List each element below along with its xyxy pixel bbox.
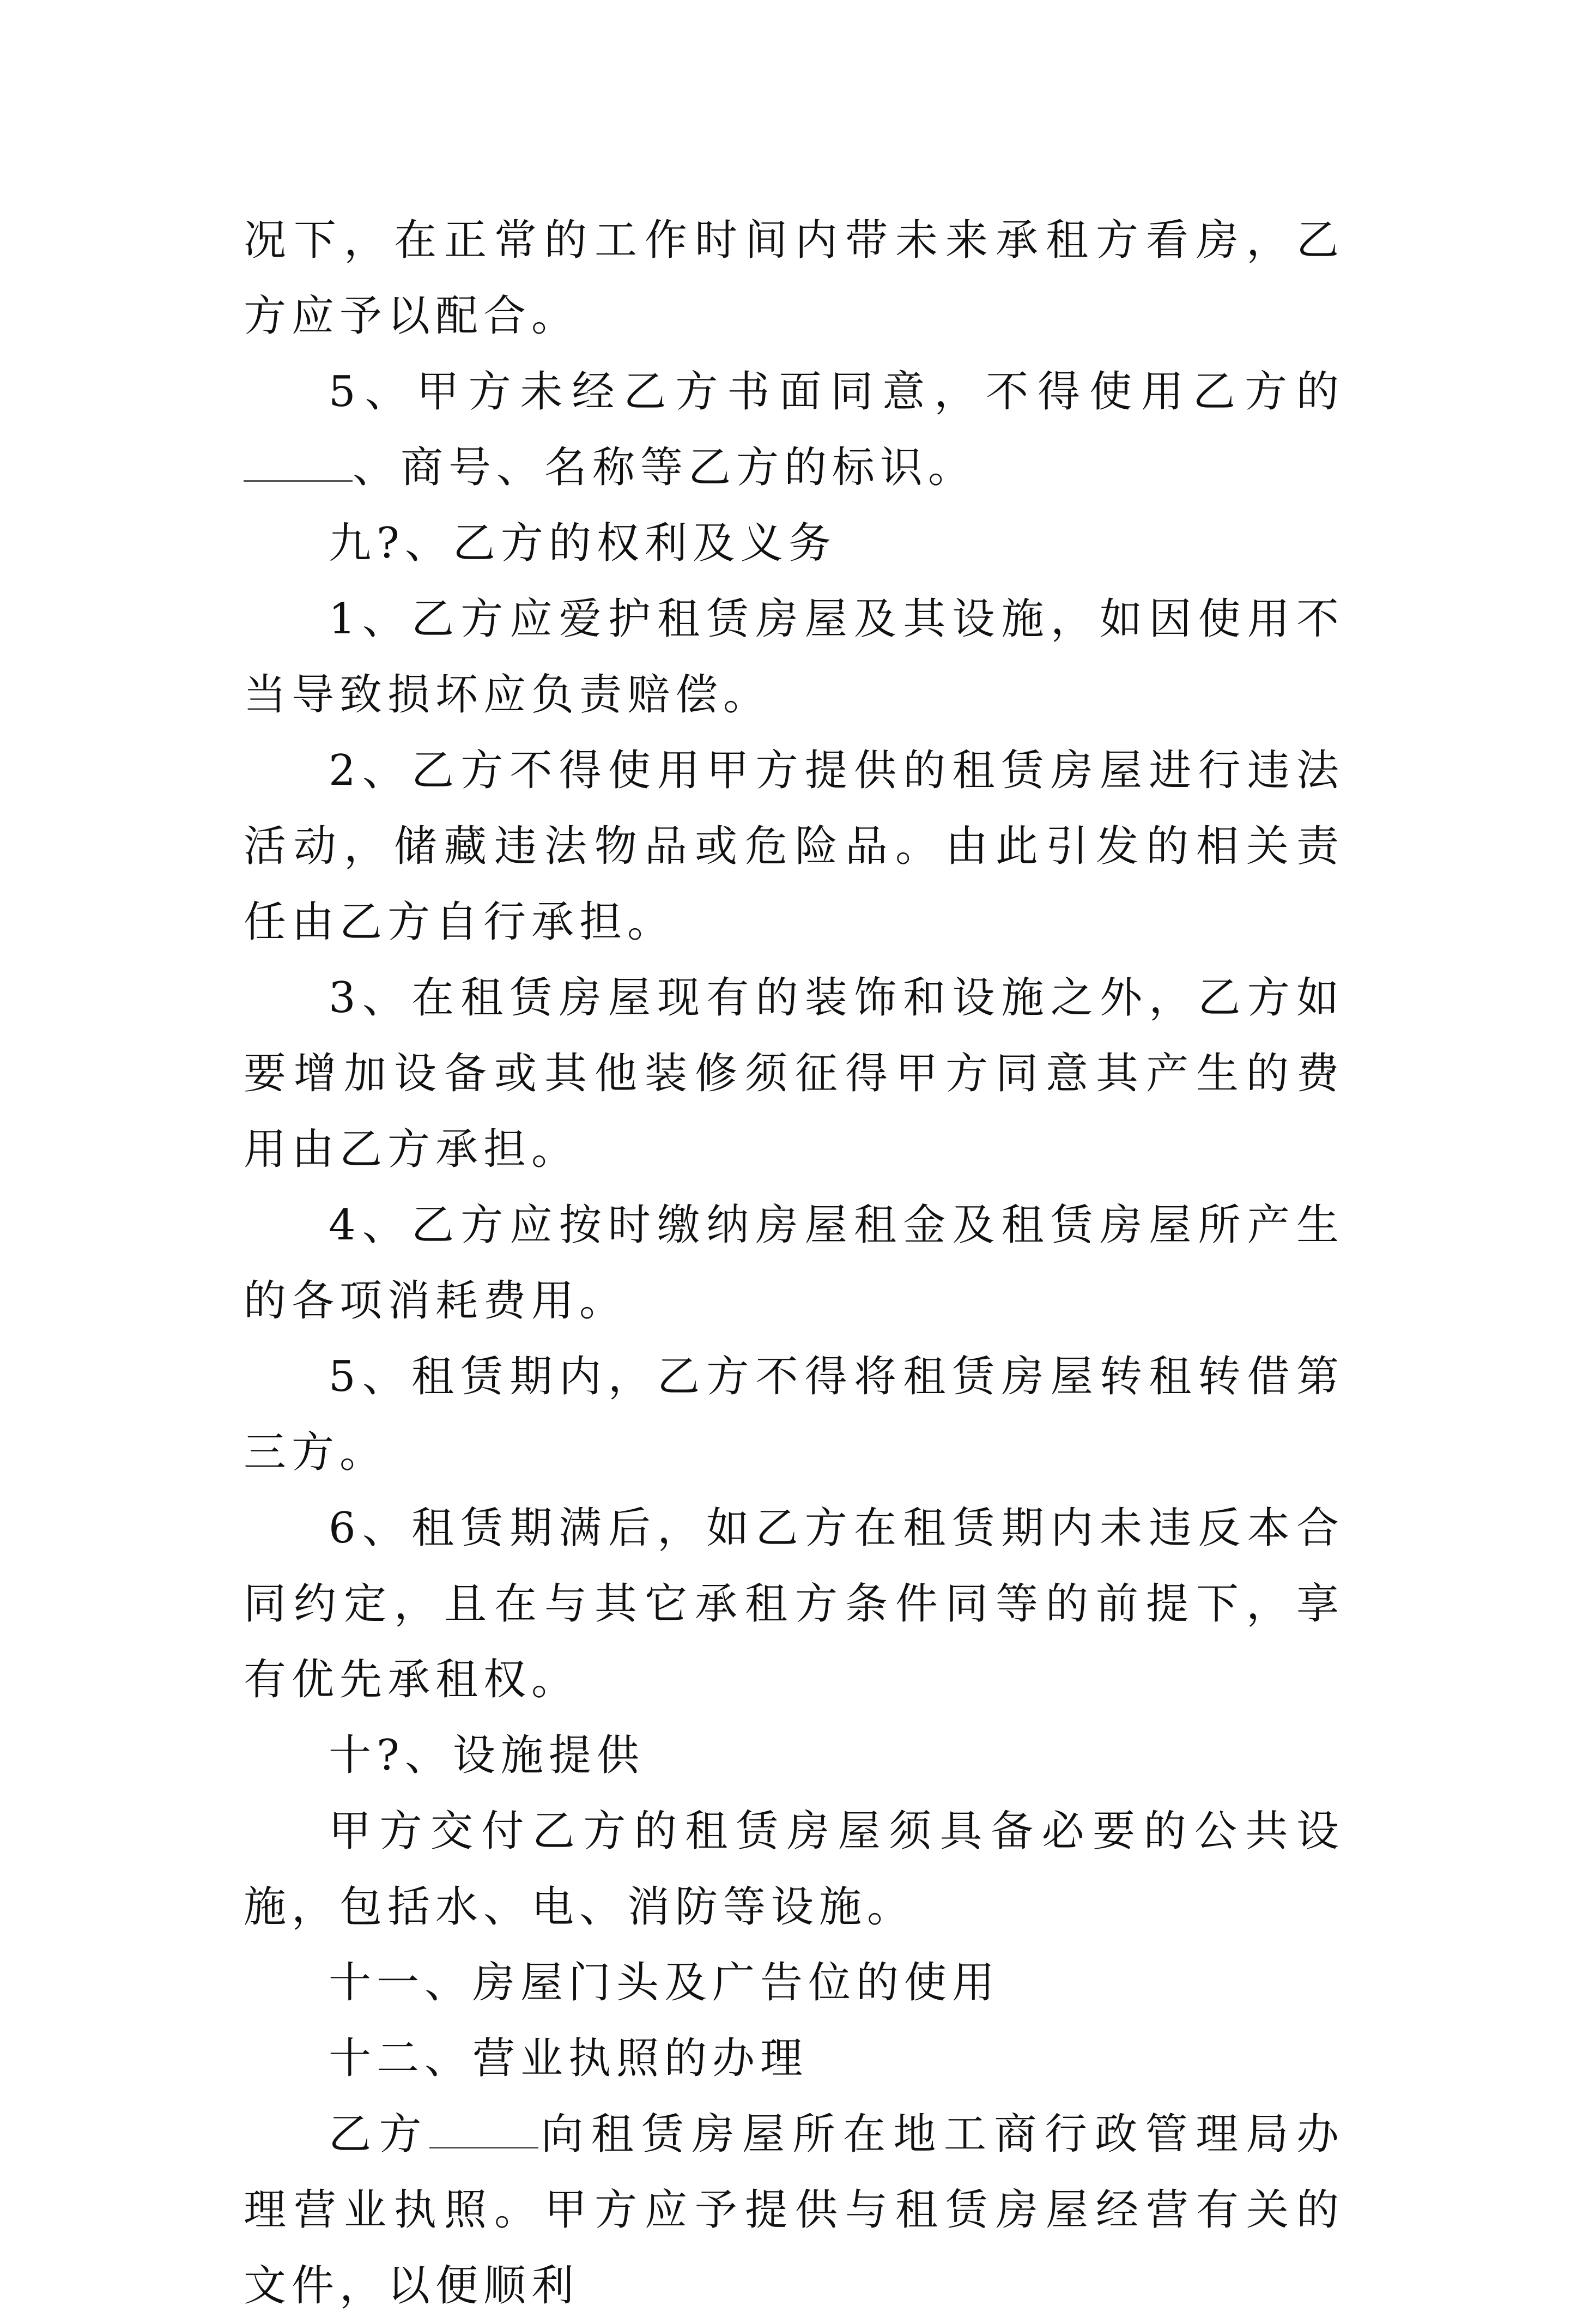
- clause-1: 1、乙方应爱护租赁房屋及其设施，如因使用不当导致损坏应负责赔偿。: [244, 595, 1344, 719]
- clause-3: 3、在租赁房屋现有的装饰和设施之外，乙方如要增加设备或其他装修须征得甲方同意其产生的费用由乙方承担。: [244, 973, 1344, 1174]
- section-heading-10: 十?、设施提供: [329, 1731, 645, 1780]
- section-heading-11: 十一、房屋门头及广告位的使用: [329, 1958, 1000, 2007]
- facilities-paragraph: 甲方交付乙方的租赁房屋须具备必要的公共设施，包括水、电、消防等设施。: [244, 1807, 1344, 1932]
- clause-5: 5、租赁期内，乙方不得将租赁房屋转租转借第三方。: [244, 1352, 1344, 1477]
- business-license-paragraph: [244, 2097, 1344, 2324]
- document-body: [244, 203, 1344, 2324]
- section-heading-12: 十二、营业执照的办理: [329, 2034, 809, 2083]
- clause-text: 5、甲方未经乙方书面同意，不得使用乙方的: [329, 367, 1344, 416]
- clause-text: 向租赁房屋所在地工商行政管理局办理营业执照。甲方应予提供与租赁房屋经营有关的文件，以便顺利: [244, 2110, 1344, 2310]
- clause-2: 2、乙方不得使用甲方提供的租赁房屋进行违法活动，储藏违法物品或危险品。由此引发的相关责任由乙方自行承担。: [244, 746, 1344, 947]
- clause-text: 乙方: [329, 2110, 429, 2159]
- clause-5-party-a-obligation: [244, 354, 1344, 506]
- paragraph-continuation: 况下，在正常的工作时间内带未来承租方看房，乙方应予以配合。: [244, 216, 1344, 341]
- section-heading-9: 九?、乙方的权利及义务: [329, 519, 836, 568]
- fill-in-blank: [429, 2114, 538, 2149]
- fill-in-blank: [244, 447, 353, 482]
- clause-6: 6、租赁期满后，如乙方在租赁期内未违反本合同约定，且在与其它承租方条件同等的前提下，享有优先承租权。: [244, 1504, 1344, 1704]
- clause-4: 4、乙方应按时缴纳房屋租金及租赁房屋所产生的各项消耗费用。: [244, 1201, 1344, 1326]
- clause-text: 、商号、名称等乙方的标识。: [353, 443, 976, 492]
